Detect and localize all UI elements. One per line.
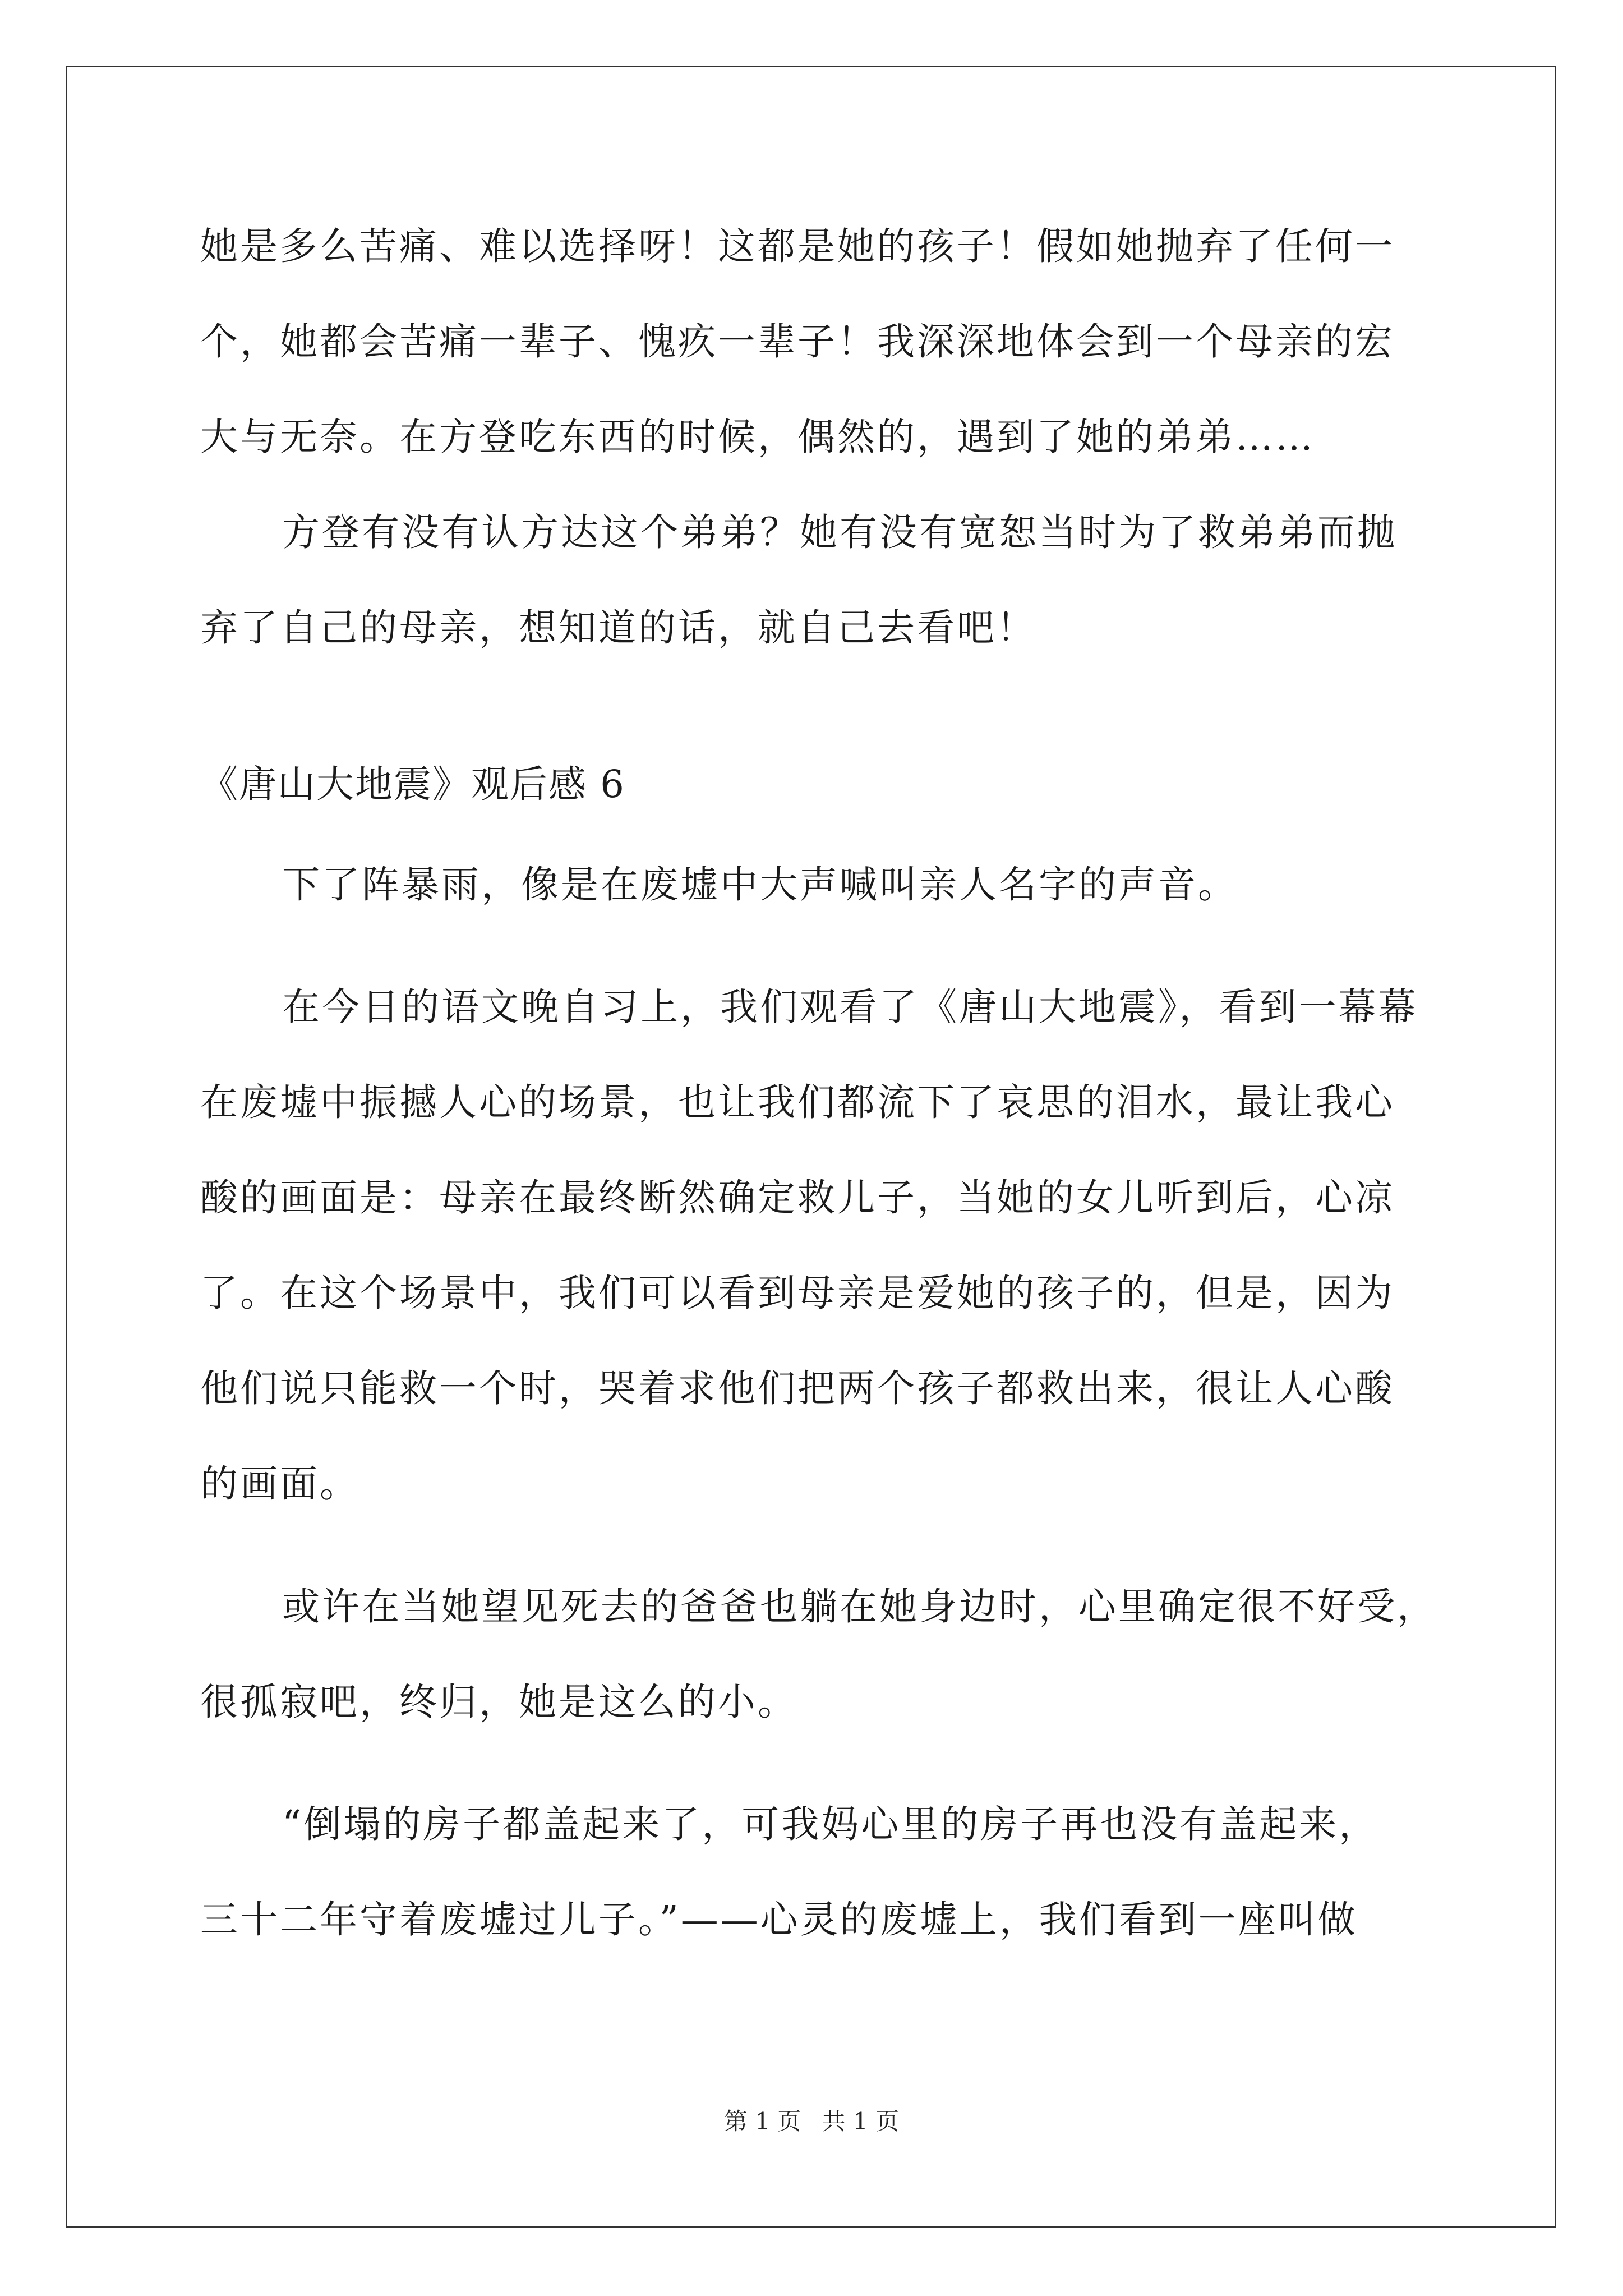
page-number: 第 1 页 xyxy=(723,2108,801,2135)
section-heading: 《唐山大地震》观后感 6 xyxy=(200,762,625,806)
text-line: 在废墟中振撼人心的场景，也让我们都流下了哀思的泪水，最让我心 xyxy=(200,1080,1395,1124)
text-line: 了。在这个场景中，我们可以看到母亲是爱她的孩子的，但是，因为 xyxy=(200,1271,1395,1315)
text-line: 的画面。 xyxy=(200,1462,359,1506)
page-footer xyxy=(0,2105,1623,2138)
text-line: 弃了自己的母亲，想知道的话，就自己去看吧！ xyxy=(200,606,1036,650)
text-line: “倒塌的房子都盖起来了，可我妈心里的房子再也没有盖起来， xyxy=(282,1802,1379,1846)
text-line: 在今日的语文晚自习上，我们观看了《唐山大地震》，看到一幕幕 xyxy=(282,985,1418,1029)
text-line: 三十二年守着废墟过儿子。”——心灵的废墟上，我们看到一座叫做 xyxy=(200,1898,1358,1941)
text-line: 或许在当她望见死去的爸爸也躺在她身边时，心里确定很不好受， xyxy=(282,1585,1437,1628)
text-line: 大与无奈。在方登吃东西的时候，偶然的，遇到了她的弟弟…… xyxy=(200,415,1315,459)
text-line: 个，她都会苦痛一辈子、愧疚一辈子！我深深地体会到一个母亲的宏 xyxy=(200,320,1395,364)
text-line: 酸的画面是：母亲在最终断然确定救儿子，当她的女儿听到后，心凉 xyxy=(200,1176,1395,1220)
text-line: 下了阵暴雨，像是在废墟中大声喊叫亲人名字的声音。 xyxy=(282,863,1238,907)
text-line: 很孤寂吧，终归，她是这么的小。 xyxy=(200,1680,797,1724)
text-line: 她是多么苦痛、难以选择呀！这都是她的孩子！假如她抛弃了任何一 xyxy=(200,224,1395,268)
page-total: 共 1 页 xyxy=(822,2108,900,2135)
text-line: 方登有没有认方达这个弟弟？她有没有宽恕当时为了救弟弟而抛 xyxy=(282,510,1397,554)
text-line: 他们说只能救一个时，哭着求他们把两个孩子都救出来，很让人心酸 xyxy=(200,1366,1395,1410)
